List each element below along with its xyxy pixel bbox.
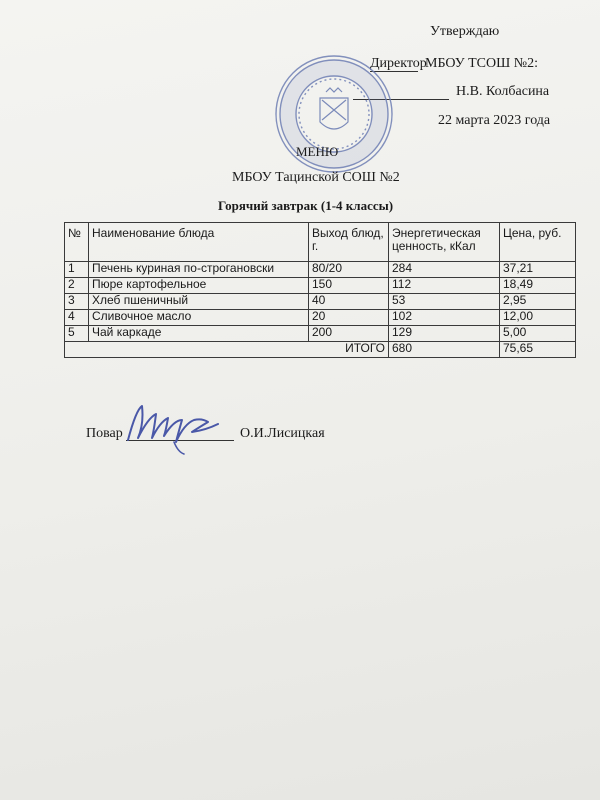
row-number: 4 — [65, 310, 89, 326]
total-energy: 680 — [389, 342, 500, 358]
table-row — [65, 262, 576, 278]
school-label: МБОУ ТСОШ №2: — [425, 56, 538, 71]
director-label: Директор — [370, 56, 427, 71]
cook-name: О.И.Лисицкая — [240, 426, 325, 441]
cook-label: Повар — [86, 426, 123, 441]
row-number: 3 — [65, 294, 89, 310]
table-header-row — [65, 223, 576, 262]
total-label: ИТОГО — [65, 342, 389, 358]
table-total-row — [65, 342, 576, 358]
col-header-energy: Энергетическая ценность, кКал — [389, 223, 500, 262]
col-header-dish: Наименование блюда — [89, 223, 309, 262]
table-row — [65, 310, 576, 326]
table-row — [65, 278, 576, 294]
dish-name: Сливочное масло — [89, 310, 309, 326]
col-header-price: Цена, руб. — [500, 223, 576, 262]
school-name: МБОУ Тацинской СОШ №2 — [232, 170, 400, 185]
dish-price: 5,00 — [500, 326, 576, 342]
meal-title: Горячий завтрак (1-4 классы) — [218, 198, 394, 213]
approve-word: Утверждаю — [430, 24, 500, 39]
table-row — [65, 326, 576, 342]
total-price: 75,65 — [500, 342, 576, 358]
dish-name: Чай каркаде — [89, 326, 309, 342]
col-header-weight: Выход блюд, г. — [309, 223, 389, 262]
dish-price: 18,49 — [500, 278, 576, 294]
dish-price: 12,00 — [500, 310, 576, 326]
dish-weight: 80/20 — [309, 262, 389, 278]
cook-signature — [118, 400, 228, 456]
dish-energy: 112 — [389, 278, 500, 294]
col-header-number: № — [65, 223, 89, 262]
dish-weight: 40 — [309, 294, 389, 310]
dish-name: Пюре картофельное — [89, 278, 309, 294]
dish-energy: 53 — [389, 294, 500, 310]
row-number: 5 — [65, 326, 89, 342]
table-row — [65, 294, 576, 310]
document-title: МЕНЮ — [296, 144, 339, 159]
dish-weight: 20 — [309, 310, 389, 326]
dish-energy: 102 — [389, 310, 500, 326]
approval-date: 22 марта 2023 года — [438, 113, 551, 128]
dish-weight: 150 — [309, 278, 389, 294]
dish-name: Хлеб пшеничный — [89, 294, 309, 310]
dish-price: 2,95 — [500, 294, 576, 310]
row-number: 2 — [65, 278, 89, 294]
dish-energy: 129 — [389, 326, 500, 342]
dish-price: 37,21 — [500, 262, 576, 278]
director-name: Н.В. Колбасина — [456, 84, 550, 99]
dish-weight: 200 — [309, 326, 389, 342]
row-number: 1 — [65, 262, 89, 278]
dish-name: Печень куриная по-строгановски — [89, 262, 309, 278]
menu-table — [64, 222, 576, 358]
dish-energy: 284 — [389, 262, 500, 278]
